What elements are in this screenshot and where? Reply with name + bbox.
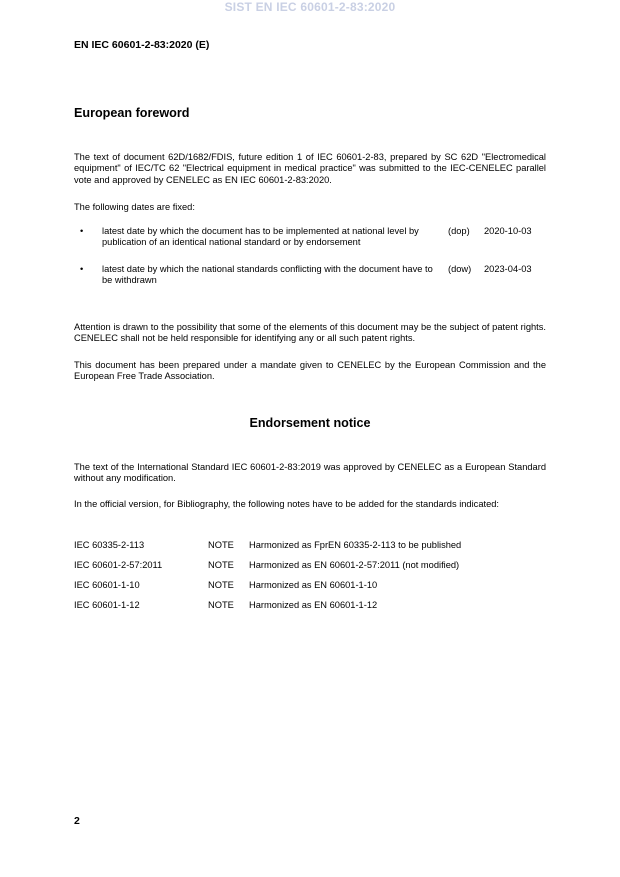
- foreword-title: European foreword: [74, 106, 190, 120]
- bullet: •: [80, 264, 84, 274]
- endorsement-paragraph: The text of the International Standard IEC 60601-2-83:2019 was approved by CENELEC as a European Standard without any modification.: [74, 462, 546, 484]
- note-label: NOTE: [208, 600, 234, 610]
- dates-intro: The following dates are fixed:: [74, 202, 195, 212]
- date-code: (dow): [448, 264, 472, 274]
- note-label: NOTE: [208, 540, 234, 550]
- note-text: Harmonized as EN 60601-2-57:2011 (not modified): [249, 560, 460, 570]
- date-value: 2020-10-03: [484, 226, 532, 236]
- bullet: •: [80, 226, 84, 236]
- mandate-paragraph: This document has been prepared under a mandate given to CENELEC by the European Commission and the European Free Trade Association.: [74, 360, 546, 382]
- note-text: Harmonized as EN 60601-1-10: [249, 580, 378, 590]
- foreword-intro-paragraph: The text of document 62D/1682/FDIS, future edition 1 of IEC 60601-2-83, prepared by SC 62D "Electromedical equipment" of IEC/TC 62 "Electrical equipment in medical practice" was submitted to the IEC-CENELEC parallel vote and approved by CENELEC as EN IEC 60601-2-83:2020.: [74, 152, 546, 185]
- patent-attention-paragraph: Attention is drawn to the possibility that some of the elements of this document may be the subject of patent rights. CENELEC shall not be held responsible for identifying any or all such patent rights.: [74, 322, 546, 344]
- bibliography-intro: In the official version, for Bibliography, the following notes have to be added for the standards indicated:: [74, 499, 499, 509]
- watermark: SIST EN IEC 60601-2-83:2020: [224, 0, 396, 14]
- note-text: Harmonized as FprEN 60335-2-113 to be published: [249, 540, 462, 550]
- document-id: EN IEC 60601-2-83:2020 (E): [74, 39, 210, 51]
- note-label: NOTE: [208, 560, 234, 570]
- note-label: NOTE: [208, 580, 234, 590]
- endorsement-title: Endorsement notice: [249, 416, 371, 430]
- standard-reference: IEC 60601-1-12: [74, 600, 140, 610]
- date-description: latest date by which the national standards conflicting with the document have to be withdrawn: [102, 264, 433, 286]
- standard-reference: IEC 60601-1-10: [74, 580, 140, 590]
- date-value: 2023-04-03: [484, 264, 532, 274]
- standard-reference: IEC 60601-2-57:2011: [74, 560, 163, 570]
- standard-reference: IEC 60335-2-113: [74, 540, 145, 550]
- note-text: Harmonized as EN 60601-1-12: [249, 600, 378, 610]
- page-number: 2: [74, 815, 80, 827]
- date-description: latest date by which the document has to be implemented at national level by publication of an identical national standard or by endorsement: [102, 226, 419, 248]
- date-code: (dop): [448, 226, 470, 236]
